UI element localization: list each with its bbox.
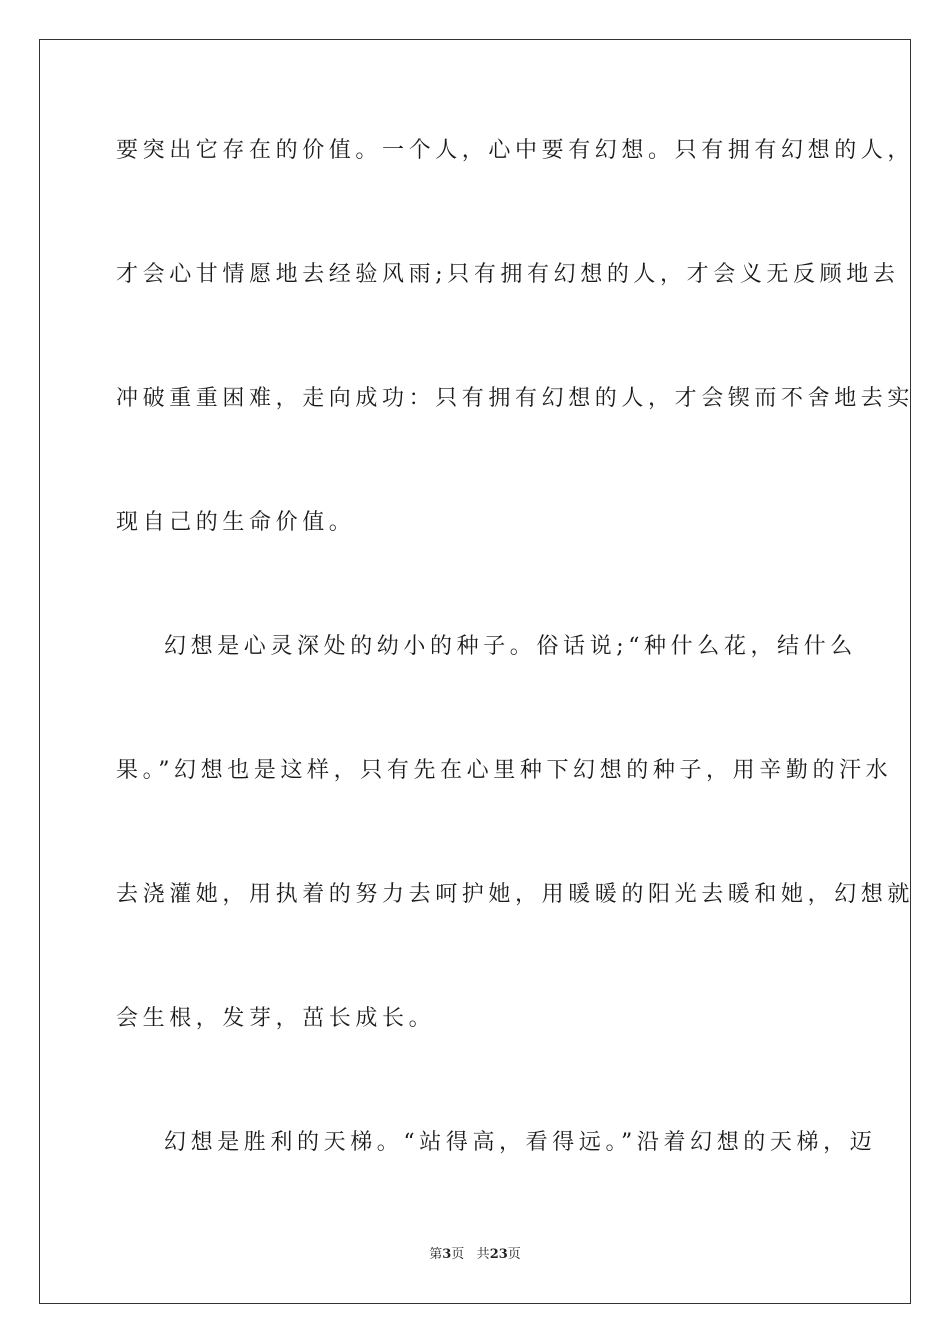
text-line-3: 冲破重重困难，走向成功：只有拥有幻想的人，才会锲而不舍地去实 [116, 386, 915, 411]
text-line-2: 才会心甘情愿地去经验风雨;只有拥有幻想的人，才会义无反顾地去 [116, 262, 900, 287]
text-line-1: 要突出它存在的价值。一个人，心中要有幻想。只有拥有幻想的人， [116, 138, 915, 163]
text-line-5: 幻想是心灵深处的幼小的种子。俗话说;“种什么花，结什么 [164, 634, 857, 659]
text-line-9: 幻想是胜利的天梯。“站得高，看得远。”沿着幻想的天梯，迈 [164, 1130, 877, 1155]
page-prefix: 第 [429, 1247, 443, 1262]
total-pages: 23 [489, 1247, 508, 1262]
total-prefix: 共 [476, 1247, 490, 1262]
text-line-7: 去浇灌她，用执着的努力去呵护她，用暖暖的阳光去暖和她，幻想就 [116, 882, 915, 907]
page-suffix: 页 [451, 1247, 465, 1262]
page-number: 3 [442, 1247, 452, 1262]
text-line-6: 果。”幻想也是这样，只有先在心里种下幻想的种子，用辛勤的汗水 [116, 758, 893, 783]
text-line-4: 现自己的生命价值。 [116, 510, 356, 535]
page-footer [0, 1246, 950, 1264]
page-border [39, 39, 915, 1304]
total-suffix: 页 [507, 1247, 521, 1262]
text-line-8: 会生根，发芽，茁长成长。 [116, 1006, 436, 1031]
